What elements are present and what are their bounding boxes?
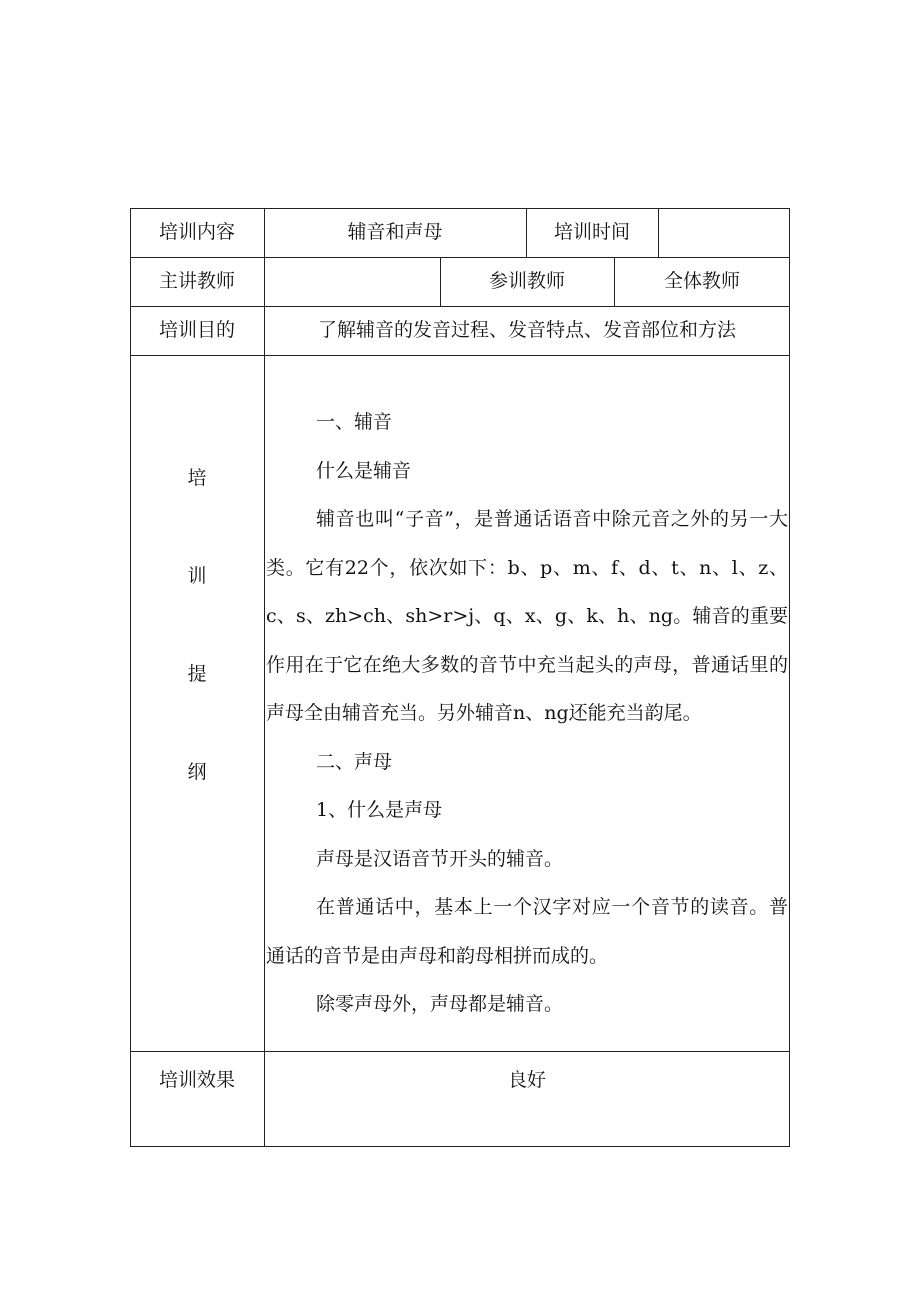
outline-paragraph-syllable-structure: 在普通话中，基本上一个汉字对应一个音节的读音。普通话的音节是由声母和韵母相拼而成的。: [266, 896, 788, 967]
training-time-value: [658, 208, 790, 257]
outline-label-char-3: 提: [187, 663, 207, 685]
outline-paragraph-zero-initial: 除零声母外，声母都是辅音。: [316, 993, 564, 1015]
training-outline-body: [266, 398, 788, 1029]
training-content-label: 培训内容: [158, 221, 235, 243]
outline-heading-initials: 二、声母: [316, 750, 393, 773]
outline-label-char-4: 纲: [187, 761, 207, 783]
row-divider-3: [130, 355, 790, 356]
participants-value: 全体教师: [663, 270, 740, 292]
outline-subheading-what-is-initial: 1、什么是声母: [316, 799, 443, 821]
participants-label: 参训教师: [488, 270, 565, 292]
training-effect-value: 良好: [507, 1068, 546, 1091]
training-purpose-value: 了解辅音的发音过程、发音特点、发音部位和方法: [317, 319, 736, 341]
training-purpose-label: 培训目的: [158, 319, 235, 341]
training-time-label: 培训时间: [553, 221, 630, 243]
training-content-value: 辅音和声母: [347, 221, 443, 243]
training-effect-label: 培训效果: [158, 1068, 235, 1091]
outline-subheading-what-is-consonant: 什么是辅音: [316, 459, 412, 482]
outline-label-char-2: 训: [187, 565, 207, 587]
outline-heading-consonants: 一、辅音: [316, 411, 393, 433]
row-divider-4: [130, 1051, 790, 1052]
lead-teacher-label: 主讲教师: [158, 270, 235, 292]
outline-paragraph-consonant-definition: 辅音也叫“子音”，是普通话语音中除元音之外的另一大类。它有22个，依次如下：b、p、m、f、d、t、n、l、z、c、s、zh>ch、sh>r>j、q、x、g、k、h、ng。辅音的重要作用在于它在绝大多数的音节中充当起头的声母，普通话里的声母全由辅音充当。另外辅音n、ng还能充当韵尾。: [266, 508, 788, 724]
outline-label-char-1: 培: [187, 467, 207, 489]
outline-paragraph-initial-definition: 声母是汉语音节开头的辅音。: [316, 847, 564, 870]
lead-teacher-value: [264, 257, 440, 306]
